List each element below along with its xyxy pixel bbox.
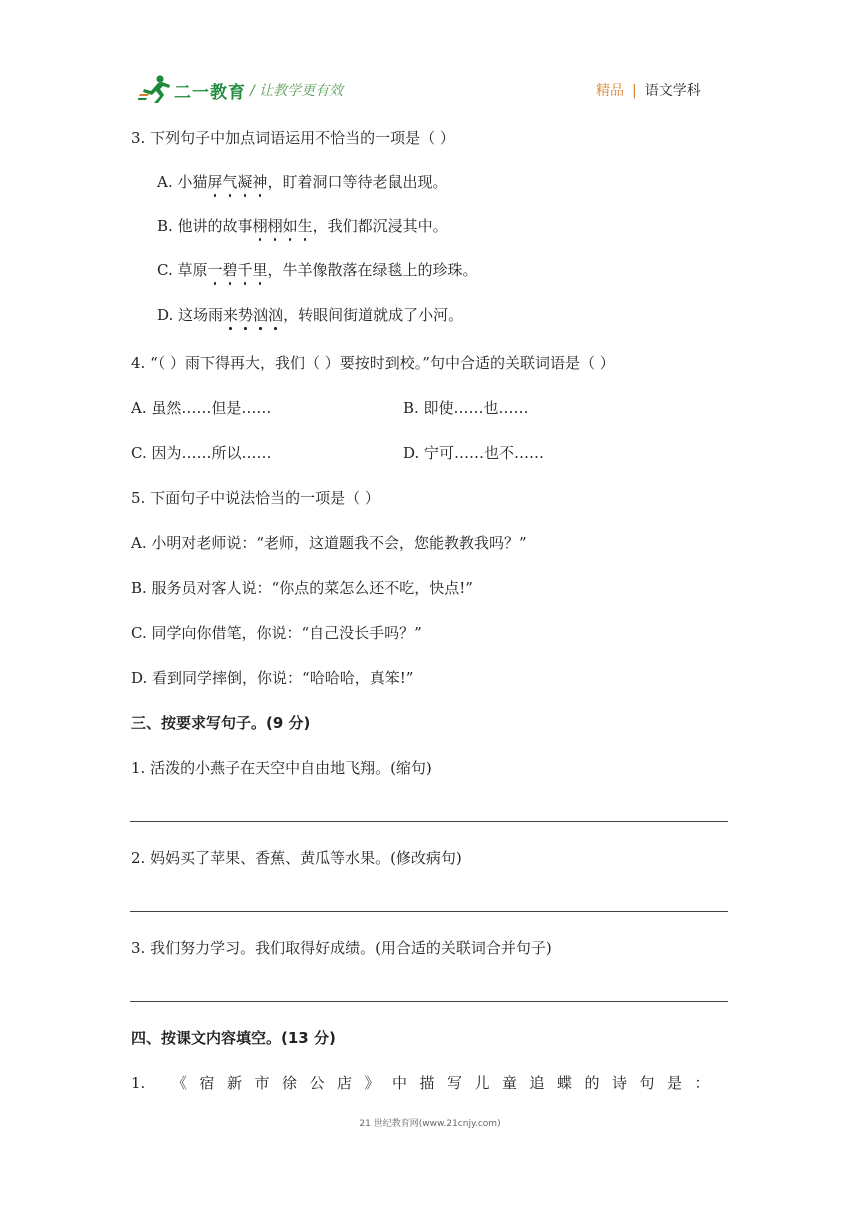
q4-option-d: D. 宁可……也不……	[403, 444, 545, 462]
q3-c-dotted-char: 一	[207, 261, 223, 279]
q4-option-a: A. 虽然……但是……	[131, 399, 272, 417]
q4-option-c: C. 因为……所以……	[131, 444, 272, 462]
q3-stem: 3. 下列句子中加点词语运用不恰当的一项是（ ）	[131, 129, 455, 147]
q3-b-dotted-char: 栩	[267, 217, 283, 235]
section3-item-2: 2. 妈妈买了苹果、香蕉、黄瓜等水果。(修改病句)	[131, 849, 462, 867]
q3-option-a-dotted	[207, 173, 267, 191]
q3-a-dotted-char: 凝	[237, 173, 253, 191]
answer-line-2[interactable]	[130, 911, 728, 912]
q3-option-c-post: ，牛羊像散落在绿毯上的珍珠。	[267, 261, 478, 279]
q3-b-dotted-char: 生	[297, 217, 313, 235]
q3-d-dotted-char: 势	[238, 306, 254, 324]
q3-d-dotted-char: 汹	[253, 306, 269, 324]
q3-option-a	[157, 172, 447, 192]
quality-badge: 精品	[596, 83, 624, 99]
q3-option-b	[157, 216, 448, 236]
q3-option-c-dotted	[207, 261, 267, 279]
section3-title: 三、按要求写句子。(9 分)	[131, 714, 311, 732]
section4-item-1-text: 《宿新市徐公店》中描写儿童追蝶的诗句是：	[172, 1074, 723, 1092]
q5-option-a: A. 小明对老师说：“老师，这道题我不会，您能教教我吗？”	[131, 534, 527, 552]
runner-logo-icon	[138, 74, 172, 104]
q3-a-dotted-char: 气	[222, 173, 238, 191]
q3-option-d-pre: D. 这场雨	[157, 306, 224, 324]
section3-item-1: 1. 活泼的小燕子在天空中自由地飞翔。(缩句)	[131, 759, 432, 777]
q4-option-b: B. 即使……也……	[403, 399, 529, 417]
q3-b-dotted-char: 栩	[252, 217, 268, 235]
q3-option-d-dotted	[223, 306, 283, 324]
q5-option-d: D. 看到同学摔倒，你说：“哈哈哈，真笨!”	[131, 669, 414, 687]
q3-c-dotted-char: 千	[237, 261, 253, 279]
q3-option-b-pre: B. 他讲的故事	[157, 217, 253, 235]
q3-option-a-pre: A. 小猫	[157, 173, 208, 191]
q3-a-dotted-char: 屏	[207, 173, 223, 191]
logo-text: 二一教育	[174, 83, 246, 103]
slogan: / 让教学更有效	[250, 83, 344, 99]
q3-option-b-post: ，我们都沉浸其中。	[312, 217, 448, 235]
q3-option-a-post: ，盯着洞口等待老鼠出现。	[267, 173, 448, 191]
q3-option-d	[157, 305, 463, 325]
q5-option-b: B. 服务员对客人说：“你点的菜怎么还不吃，快点!”	[131, 579, 473, 597]
answer-line-3[interactable]	[130, 1001, 728, 1002]
q5-stem: 5. 下面句子中说法恰当的一项是（ ）	[131, 489, 380, 507]
q3-a-dotted-char: 神	[252, 173, 268, 191]
q3-d-dotted-char: 来	[223, 306, 239, 324]
q3-d-dotted-char: 汹	[268, 306, 284, 324]
q4-stem: 4. “（ ）雨下得再大，我们（ ）要按时到校。”句中合适的关联词语是（ ）	[131, 354, 615, 372]
page-header	[0, 0, 860, 110]
q3-option-b-dotted	[253, 217, 313, 235]
logo	[138, 74, 258, 104]
answer-line-1[interactable]	[130, 821, 728, 822]
q3-option-c	[157, 260, 478, 280]
section4-item-1-number: 1.	[131, 1074, 146, 1092]
q3-c-dotted-char: 碧	[222, 261, 238, 279]
q3-c-dotted-char: 里	[252, 261, 268, 279]
header-right	[596, 80, 701, 100]
q3-b-dotted-char: 如	[282, 217, 298, 235]
q3-option-d-post: ，转眼间街道就成了小河。	[283, 306, 464, 324]
section3-item-3: 3. 我们努力学习。我们取得好成绩。(用合适的关联词合并句子)	[131, 939, 552, 957]
subject-label: 语文学科	[644, 83, 701, 99]
q3-option-c-pre: C. 草原	[157, 261, 208, 279]
header-separator: |	[632, 83, 637, 99]
section4-title: 四、按课文内容填空。(13 分)	[131, 1029, 336, 1047]
page-footer: 21 世纪教育网(www.21cnjy.com)	[359, 1119, 501, 1129]
q5-option-c: C. 同学向你借笔，你说：“自己没长手吗？”	[131, 624, 422, 642]
